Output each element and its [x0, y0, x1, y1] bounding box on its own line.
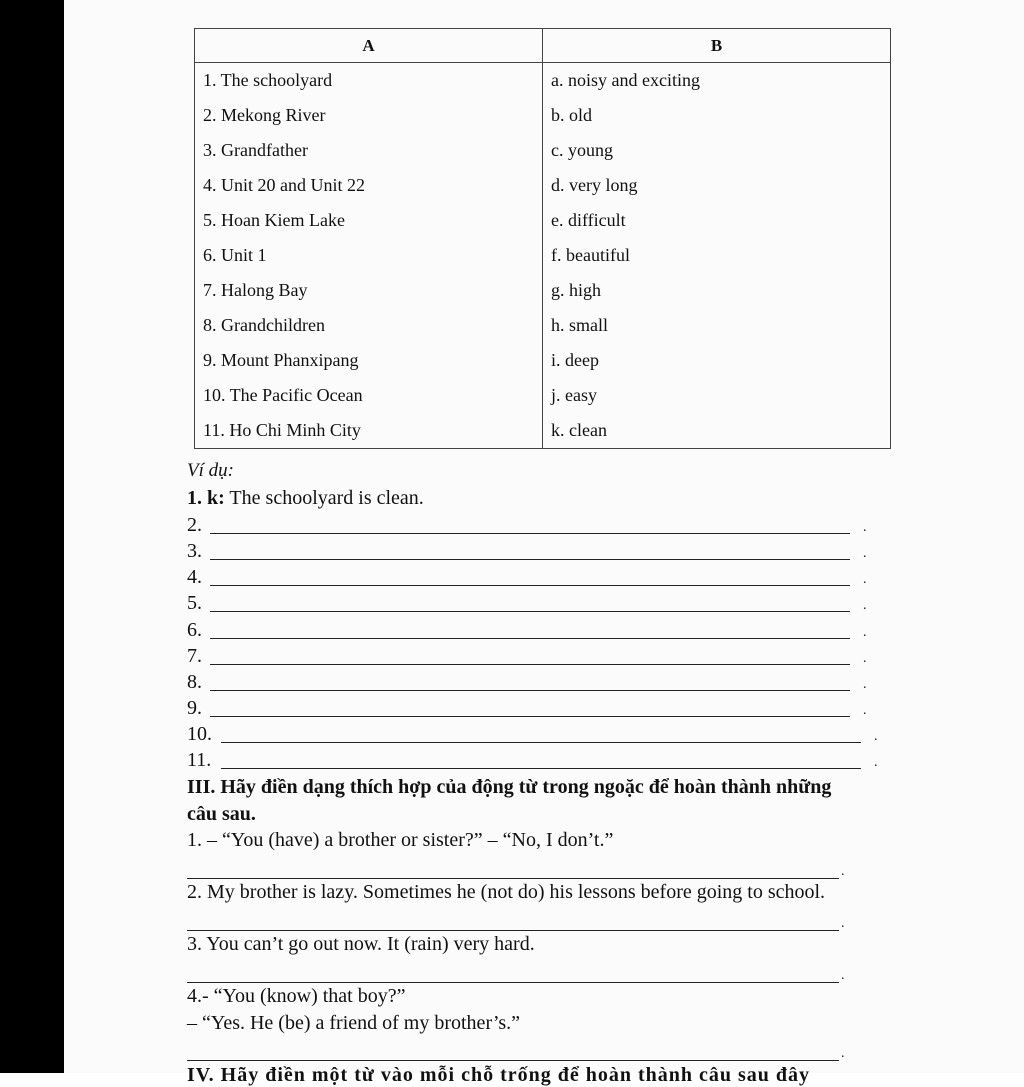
question-4-period: . [841, 1046, 845, 1061]
answer-blank [210, 664, 850, 665]
answer-blank [221, 742, 861, 743]
cell-a: 6. Unit 1 [195, 238, 543, 273]
cell-a: 7. Halong Bay [195, 273, 543, 308]
left-dark-margin [0, 0, 64, 1073]
cell-a: 2. Mekong River [195, 98, 543, 133]
question-3-answer-line [187, 982, 839, 983]
table-row [195, 63, 891, 99]
cell-a: 10. The Pacific Ocean [195, 378, 543, 413]
table-row [195, 378, 891, 413]
question-1-answer-line [187, 878, 839, 879]
table-header-row [195, 29, 891, 63]
cell-a: 8. Grandchildren [195, 308, 543, 343]
cell-a: 1. The schoolyard [195, 63, 543, 99]
answer-period: . [863, 703, 867, 718]
answer-number: 8. [187, 671, 202, 693]
answer-blank [210, 559, 850, 560]
answer-number: 11. [187, 749, 212, 771]
answer-number: 6. [187, 619, 202, 641]
question-3-period: . [841, 968, 845, 983]
cell-a: 9. Mount Phanxipang [195, 343, 543, 378]
table-row [195, 273, 891, 308]
question-1: 1. – “You (have) a brother or sister?” – “No, I don’t.” [187, 829, 614, 851]
question-2: 2. My brother is lazy. Sometimes he (not do) his lessons before going to school. [187, 881, 826, 903]
matching-table [194, 28, 891, 449]
answer-number: 2. [187, 514, 202, 536]
answer-number: 10. [187, 723, 212, 745]
table-row [195, 98, 891, 133]
section-4-title-partial: IV. Hãy điền một từ vào mỗi chỗ trống để hoàn thành câu sau đây [187, 1064, 811, 1086]
section-3-title: III. Hãy điền dạng thích hợp của động từ trong ngoặc để hoàn thành những [187, 776, 832, 798]
table-row [195, 343, 891, 378]
answer-number: 3. [187, 540, 202, 562]
example-sentence [187, 487, 424, 510]
answer-blank [210, 611, 850, 612]
table-row [195, 133, 891, 168]
table-row [195, 413, 891, 449]
answer-period: . [863, 520, 867, 535]
table-row [195, 308, 891, 343]
answer-blank [210, 690, 850, 691]
answer-period: . [863, 546, 867, 561]
cell-a: 5. Hoan Kiem Lake [195, 203, 543, 238]
cell-b: j. easy [543, 378, 891, 413]
answer-period: . [874, 729, 878, 744]
column-header-b: B [543, 29, 891, 63]
cell-b: e. difficult [543, 203, 891, 238]
table-row [195, 238, 891, 273]
answer-period: . [863, 598, 867, 613]
example-label: Ví dụ: [187, 460, 234, 481]
cell-a: 11. Ho Chi Minh City [195, 413, 543, 449]
cell-b: h. small [543, 308, 891, 343]
answer-period: . [874, 755, 878, 770]
answer-blank [210, 638, 850, 639]
answer-number: 9. [187, 697, 202, 719]
cell-b: f. beautiful [543, 238, 891, 273]
answer-blank [210, 716, 850, 717]
cell-b: i. deep [543, 343, 891, 378]
question-4-response: – “Yes. He (be) a friend of my brother’s.” [187, 1012, 521, 1034]
answer-period: . [863, 651, 867, 666]
cell-b: a. noisy and exciting [543, 63, 891, 99]
answer-blank [210, 533, 850, 534]
cell-b: b. old [543, 98, 891, 133]
example-key: 1. k: [187, 487, 225, 509]
column-header-a: A [195, 29, 543, 63]
answer-number: 5. [187, 592, 202, 614]
answer-blank [221, 768, 861, 769]
answer-period: . [863, 677, 867, 692]
question-4: 4.- “You (know) that boy?” [187, 985, 406, 1007]
cell-b: d. very long [543, 168, 891, 203]
cell-b: k. clean [543, 413, 891, 449]
question-2-period: . [841, 916, 845, 931]
answer-number: 7. [187, 645, 202, 667]
example-text: The schoolyard is clean. [224, 487, 424, 509]
table-row [195, 203, 891, 238]
answer-number: 4. [187, 566, 202, 588]
section-3-title-cont: câu sau. [187, 803, 256, 825]
answer-blank [210, 585, 850, 586]
question-3: 3. You can’t go out now. It (rain) very hard. [187, 933, 535, 955]
cell-a: 3. Grandfather [195, 133, 543, 168]
cell-b: c. young [543, 133, 891, 168]
question-2-answer-line [187, 930, 839, 931]
table-row [195, 168, 891, 203]
question-4-answer-line [187, 1060, 839, 1061]
cell-a: 4. Unit 20 and Unit 22 [195, 168, 543, 203]
answer-period: . [863, 625, 867, 640]
question-1-period: . [841, 864, 845, 879]
cell-b: g. high [543, 273, 891, 308]
answer-period: . [863, 572, 867, 587]
